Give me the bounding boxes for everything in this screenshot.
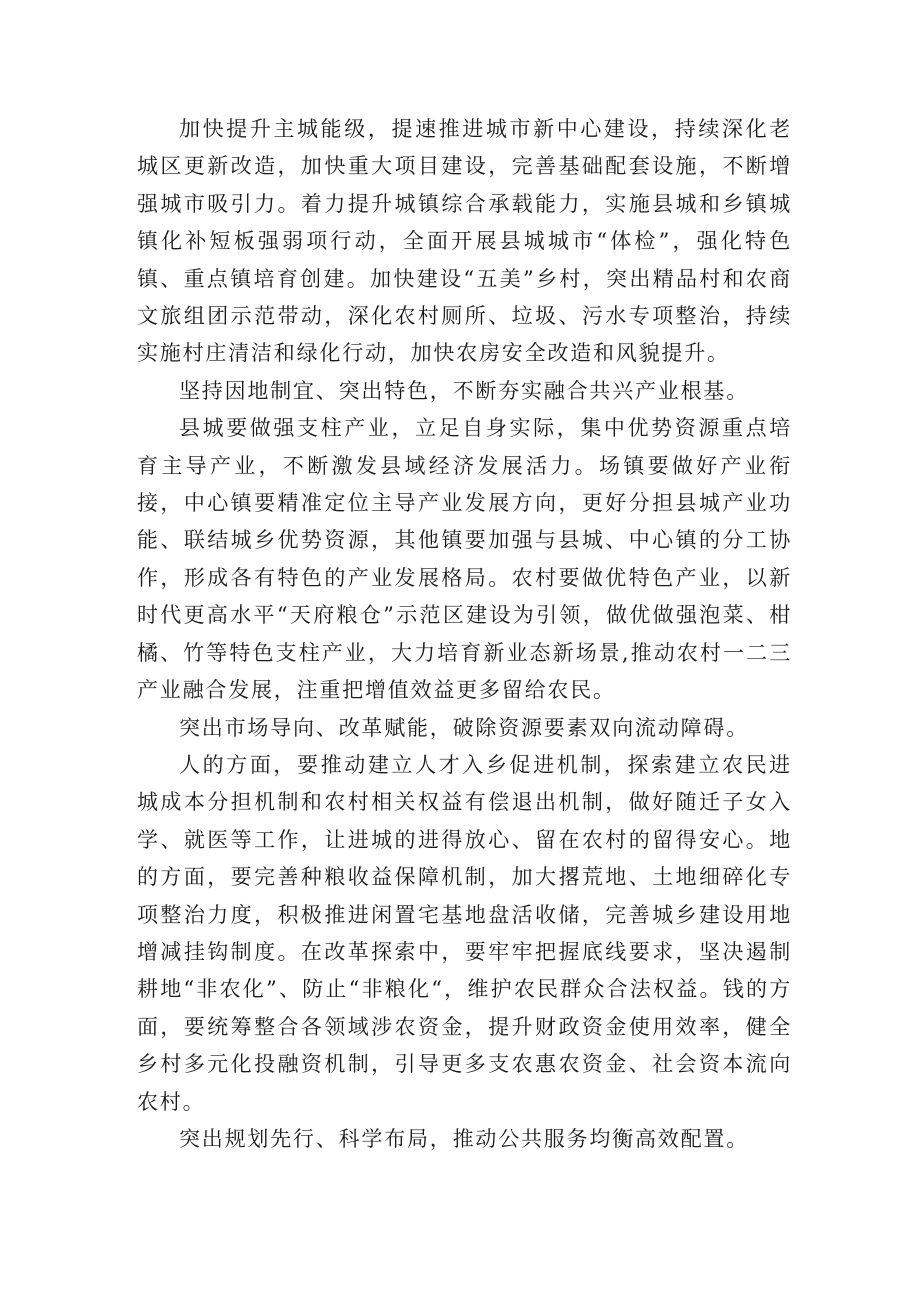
paragraph-industry-detail: 县城要做强支柱产业，立足自身实际，集中优势资源重点培育主导产业，不断激发县域经济发展活力。场镇要做好产业衔接，中心镇要精准定位主导产业发展方向，更好分担县城产业功能、联结城乡优势资源，其他镇要加强与县城、中心镇的分工协作，形成各有特色的产业发展格局。农村要做优特色产业，以新时代更高水平“天府粮仓”示范区建设为引领，做优做强泡菜、柑橘、竹等特色支柱产业，大力培育新业态新场景,推动农村一二三产业融合发展，注重把增值效益更多留给农民。 xyxy=(137,416,792,703)
paragraph-urban-capacity: 加快提升主城能级，提速推进城市新中心建设，持续深化老城区更新改造，加快重大项目建设，完善基础配套设施，不断增强城市吸引力。着力提升城镇综合承载能力，实施县城和乡镇城镇化补短板强弱项行动，全面开展县城城市“体检”，强化特色镇、重点镇培育创建。加快建设“五美”乡村，突出精品村和农商文旅组团示范带动，深化农村厕所、垃圾、污水专项整治，持续实施村庄清洁和绿化行动，加快农房安全改造和风貌提升。 xyxy=(137,117,792,366)
paragraph-reform-detail: 人的方面，要推动建立人才入乡促进机制，探索建立农民进城成本分担机制和农村相关权益有偿退出机制，做好随迁子女入学、就医等工作，让进城的进得放心、留在农村的留得安心。地的方面，要完善种粮收益保障机制，加大撂荒地、土地细碎化专项整治力度，积极推进闲置宅基地盘活收储，完善城乡建设用地增减挂钩制度。在改革探索中，要牢牢把握底线要求，坚决遏制耕地“非农化”、防止“非粮化“，维护农民群众合法权益。钱的方面，要统筹整合各领域涉农资金，提升财政资金使用效率，健全乡村多元化投融资机制，引导更多支农惠农资金、社会资本流向农村。 xyxy=(137,752,792,1114)
paragraph-heading-planning: 突出规划先行、科学布局，推动公共服务均衡高效配置。 xyxy=(179,1126,749,1151)
paragraph-heading-reform: 突出市场导向、改革赋能，破除资源要素双向流动障碍。 xyxy=(179,715,749,740)
paragraph-heading-industry: 坚持因地制宜、突出特色，不断夯实融合共兴产业根基。 xyxy=(179,378,749,403)
